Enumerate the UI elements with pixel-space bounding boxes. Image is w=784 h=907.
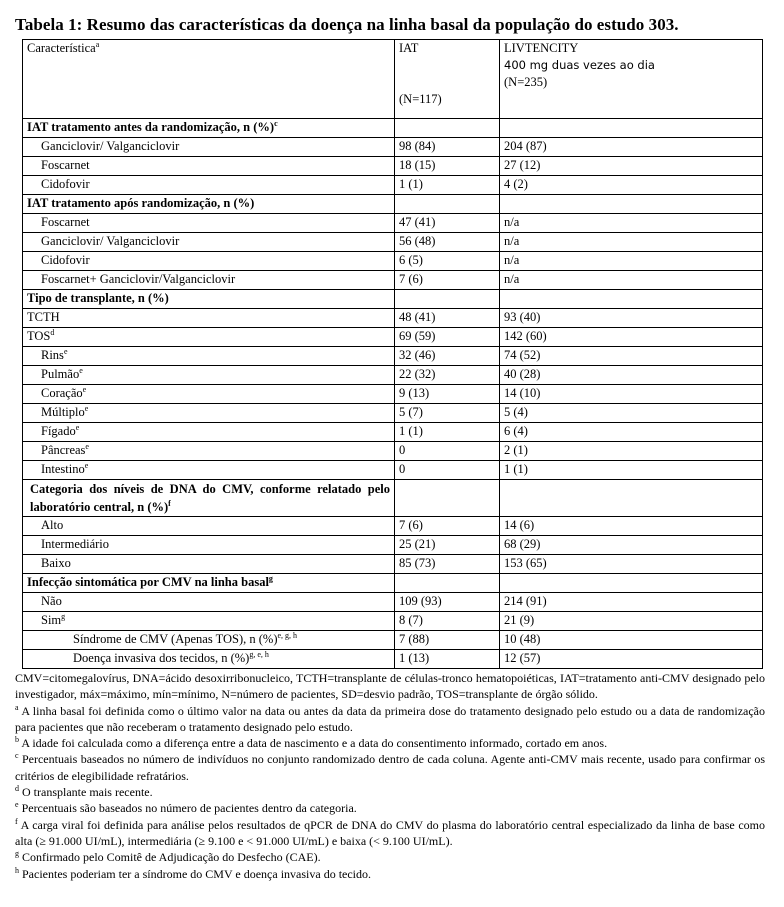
footnote-marker: e <box>84 403 89 413</box>
table-row <box>23 328 763 347</box>
section-row <box>23 574 763 593</box>
section-row <box>23 119 763 138</box>
footnote-marker: g <box>268 573 273 583</box>
row-label: Infecção sintomática por CMV na linha basal$^g$ <box>23 574 395 593</box>
row-label: Síndrome de CMV (Apenas TOS), n (%)$^{e, g, h}$ <box>23 631 395 650</box>
section-row <box>23 195 763 214</box>
table-row <box>23 271 763 290</box>
iat-value <box>395 574 500 593</box>
livtencity-value: 1 (1) <box>500 461 763 480</box>
header-iat: IAT (N=117) <box>395 40 500 119</box>
table-row <box>23 252 763 271</box>
livtencity-value <box>500 574 763 593</box>
footnote-marker: g <box>61 611 66 621</box>
footnote-mark: b <box>15 735 19 745</box>
table-row <box>23 138 763 157</box>
footnote-mark: g <box>15 849 19 859</box>
livtencity-value: 2 (1) <box>500 442 763 461</box>
table-row <box>23 176 763 195</box>
table-header-row <box>23 40 763 119</box>
footnote: $^d$ O transplante mais recente. <box>15 784 153 800</box>
iat-value: 5 (7) <box>395 404 500 423</box>
row-label: Cidofovir <box>23 252 395 271</box>
iat-value: 1 (13) <box>395 650 500 669</box>
livtencity-value: 6 (4) <box>500 423 763 442</box>
livtencity-value: 153 (65) <box>500 555 763 574</box>
footnote-marker: e <box>84 460 89 470</box>
iat-value: 0 <box>395 442 500 461</box>
iat-value: 0 <box>395 461 500 480</box>
footnote: $^g$ Confirmado pelo Comitê de Adjudicação do Desfecho (CAE). <box>15 849 321 865</box>
header-livtencity: LIVTENCITY 400 mg duas vezes ao dia (N=235) <box>500 40 763 119</box>
footnote-mark: e <box>15 800 19 810</box>
iat-value: 69 (59) <box>395 328 500 347</box>
iat-value <box>395 195 500 214</box>
footnote-marker: e <box>75 422 80 432</box>
footnote-marker: e <box>79 365 83 375</box>
table-row <box>23 442 763 461</box>
row-label: Cidofovir <box>23 176 395 195</box>
livtencity-value: n/a <box>500 271 763 290</box>
footnote-marker: e <box>85 441 89 451</box>
footnote: CMV=citomegalovírus, DNA=ácido desoxirribonucleico, TCTH=transplante de células-tronco hematopoiéticas, IAT=tratamento anti-CMV designado pelo investigador, máx=máximo, mín=mínimo, N=número de pacientes, SD=desvio padrão, TOS=transplante de órgão sólido. <box>15 671 765 702</box>
row-label: Intermediário <box>23 536 395 555</box>
iat-value: 7 (6) <box>395 517 500 536</box>
table-row <box>23 517 763 536</box>
row-label: Doença invasiva dos tecidos, n (%)$^{g, e, h}$ <box>23 650 395 669</box>
livtencity-value: 14 (10) <box>500 385 763 404</box>
row-label: Foscarnet+ Ganciclovir/Valganciclovir <box>23 271 395 290</box>
iat-value: 7 (6) <box>395 271 500 290</box>
table-row <box>23 536 763 555</box>
iat-value <box>395 290 500 309</box>
iat-value: 1 (1) <box>395 423 500 442</box>
row-label: IAT tratamento após randomização, n (%) <box>23 195 395 214</box>
iat-value: 22 (32) <box>395 366 500 385</box>
iat-value <box>395 119 500 138</box>
footnote-mark: a <box>15 702 19 712</box>
livtencity-value: 4 (2) <box>500 176 763 195</box>
footnote-mark: f <box>15 816 18 826</box>
row-label: Sim$^g$ <box>23 612 395 631</box>
iat-value: 8 (7) <box>395 612 500 631</box>
row-label: Rins$^e$ <box>23 347 395 366</box>
livtencity-value: 10 (48) <box>500 631 763 650</box>
iat-value: 6 (5) <box>395 252 500 271</box>
footnote: $^b$ A idade foi calculada como a diferença entre a data de nascimento e a data do consentimento informado, cortado em anos. <box>15 735 608 751</box>
section-row <box>23 480 763 517</box>
iat-value: 9 (13) <box>395 385 500 404</box>
iat-value: 85 (73) <box>395 555 500 574</box>
livtencity-value <box>500 119 763 138</box>
iat-value: 18 (15) <box>395 157 500 176</box>
table-row <box>23 385 763 404</box>
iat-value: 1 (1) <box>395 176 500 195</box>
section-row <box>23 290 763 309</box>
row-label: Fígado$^e$ <box>23 423 395 442</box>
table-row <box>23 650 763 669</box>
footnote-mark: c <box>15 751 19 761</box>
livtencity-value: 21 (9) <box>500 612 763 631</box>
iat-value: 25 (21) <box>395 536 500 555</box>
livtencity-value: n/a <box>500 252 763 271</box>
livtencity-value: 142 (60) <box>500 328 763 347</box>
row-label: Ganciclovir/ Valganciclovir <box>23 233 395 252</box>
row-label: Pâncreas$^e$ <box>23 442 395 461</box>
table-row <box>23 309 763 328</box>
row-label: Intestino$^e$ <box>23 461 395 480</box>
footnote: $^f$ A carga viral foi definida para análise pelos resultados de qPCR de DNA do CMV do plasma do laboratório central especializado da linha de base como alta (≥ 91.000 UI/mL), intermediária (≥ 9.100 e < 91.000 UI/mL) e baixa (< 9.100 UI/mL). <box>15 816 765 848</box>
iat-value: 98 (84) <box>395 138 500 157</box>
footnote-marker: c <box>274 118 278 128</box>
livtencity-value: 68 (29) <box>500 536 763 555</box>
livtencity-value: 27 (12) <box>500 157 763 176</box>
footnote-marker: e <box>63 346 68 356</box>
row-label: Tipo de transplante, n (%) <box>23 290 395 309</box>
row-label: IAT tratamento antes da randomização, n (%)$^c$ <box>23 119 395 138</box>
livtencity-value: n/a <box>500 214 763 233</box>
livtencity-value: 14 (6) <box>500 517 763 536</box>
row-label: Foscarnet <box>23 214 395 233</box>
livtencity-value: 40 (28) <box>500 366 763 385</box>
iat-value: 7 (88) <box>395 631 500 650</box>
livtencity-value <box>500 290 763 309</box>
footnote-marker: e, g, h <box>277 630 298 640</box>
table-row <box>23 555 763 574</box>
iat-value: 32 (46) <box>395 347 500 366</box>
table-row <box>23 593 763 612</box>
table-row <box>23 233 763 252</box>
livtencity-value: n/a <box>500 233 763 252</box>
row-label: Múltiplo$^e$ <box>23 404 395 423</box>
baseline-characteristics-table <box>22 39 763 669</box>
row-label: Ganciclovir/ Valganciclovir <box>23 138 395 157</box>
livtencity-value: 12 (57) <box>500 650 763 669</box>
row-label: Baixo <box>23 555 395 574</box>
table-row <box>23 366 763 385</box>
footnote-marker: f <box>168 498 171 508</box>
table-row <box>23 631 763 650</box>
table-row <box>23 612 763 631</box>
livtencity-value: 5 (4) <box>500 404 763 423</box>
footnote: $^e$ Percentuais são baseados no número de pacientes dentro da categoria. <box>15 800 357 816</box>
row-label: Pulmão$^e$ <box>23 366 395 385</box>
footnote-marker: g, e, h <box>249 649 269 659</box>
livtencity-value <box>500 195 763 214</box>
table-row <box>23 214 763 233</box>
row-label: Categoria dos níveis de DNA do CMV, conforme relatado pelo laboratório central, n (%)$^f$ <box>23 480 395 517</box>
livtencity-value: 214 (91) <box>500 593 763 612</box>
table-row <box>23 423 763 442</box>
row-label: Coração$^e$ <box>23 385 395 404</box>
table-row <box>23 461 763 480</box>
table-title: Tabela 1: Resumo das características da doença na linha basal da população do estudo 303. <box>15 15 679 34</box>
livtencity-value <box>500 480 763 517</box>
footnote: $^h$ Pacientes poderiam ter a síndrome do CMV e doença invasiva do tecido. <box>15 865 372 881</box>
document-page <box>15 14 767 882</box>
iat-value <box>395 480 500 517</box>
table-row <box>23 347 763 366</box>
footnote-marker: e <box>82 384 87 394</box>
footnote-marker: d <box>50 327 55 337</box>
table-row <box>23 157 763 176</box>
row-label: TCTH <box>23 309 395 328</box>
row-label: Foscarnet <box>23 157 395 176</box>
iat-value: 47 (41) <box>395 214 500 233</box>
iat-value: 56 (48) <box>395 233 500 252</box>
iat-value: 48 (41) <box>395 309 500 328</box>
table-row <box>23 404 763 423</box>
row-label: TOS$^d$ <box>23 328 395 347</box>
iat-value: 109 (93) <box>395 593 500 612</box>
livtencity-value: 74 (52) <box>500 347 763 366</box>
footnote-mark: d <box>15 784 19 794</box>
header-characteristic: Característica$^a$ <box>23 40 395 119</box>
row-label: Não <box>23 593 395 612</box>
footnote-mark: h <box>15 865 19 875</box>
livtencity-value: 93 (40) <box>500 309 763 328</box>
footnotes <box>15 670 765 882</box>
row-label: Alto <box>23 517 395 536</box>
livtencity-value: 204 (87) <box>500 138 763 157</box>
footnote: $^c$ Percentuais baseados no número de indivíduos no conjunto randomizado dentro de cada coluna. Agente anti-CMV mais recente, usado para confirmar os critérios de elegibilidade refratários. <box>15 751 765 783</box>
footnote: $^a$ A linha basal foi definida como o último valor na data ou antes da data da primeira dose do tratamento designado pelo estudo ou a data de randomização para pacientes que não receberam o tratamento designado pelo estudo. <box>15 702 766 734</box>
